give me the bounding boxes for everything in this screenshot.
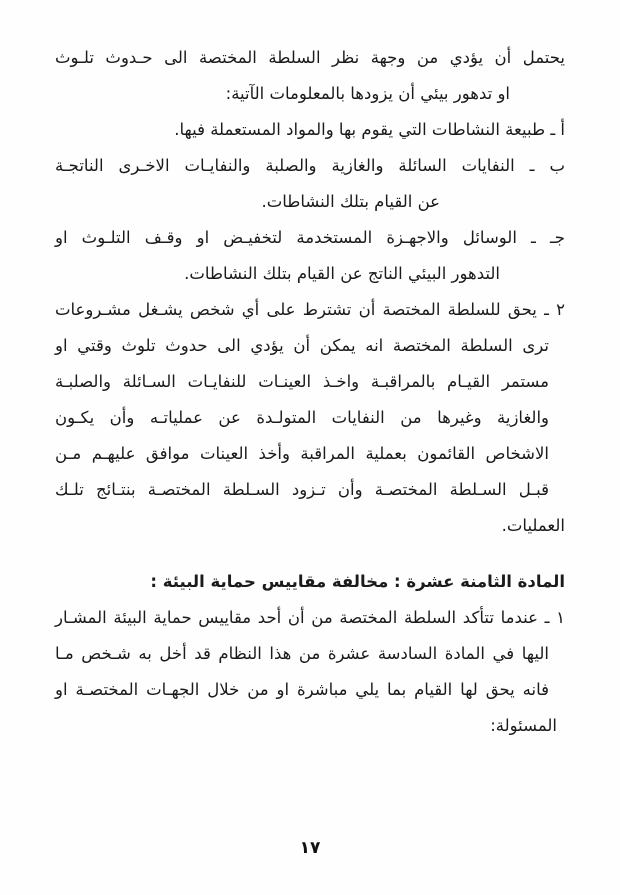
page-number: ١٧ <box>299 838 321 858</box>
text-line: التدهور البيئي الناتج عن القيام بتلك النشاطات. <box>184 264 500 283</box>
text-line: ترى السلطة المختصة انه يمكن أن يؤدي الى حدوث تلوث وقتي او <box>55 336 549 355</box>
text-line: العمليات. <box>501 516 565 535</box>
text-line: والغازية وغيرها من النفايات المتولـدة عن عملياتـه وأن يكـون <box>55 408 549 427</box>
text-line: او تدهور بيئي أن يزودها بالمعلومات الآتية: <box>225 84 510 103</box>
text-line: عن القيام بتلك النشاطات. <box>261 192 440 211</box>
text-line: جـ ـ الوسائل والاجهـزة المستخدمة لتخفيـض او وقـف التلـوث او <box>55 228 565 247</box>
text-line: فانه يحق لها القيام بما يلي مباشرة او من خلال الجهـات المختصـة او <box>55 680 549 699</box>
text-line: الاشخاص القائمون بعملية المراقبة وأخذ العينات موافق عليهـم مـن <box>55 444 549 463</box>
text-line: ٢ ـ يحق للسلطة المختصة أن تشترط على أي شخص يشـغل مشـروعات <box>55 300 565 319</box>
text-line: اليها في المادة السادسة عشرة من هذا النظام قد أخل به شـخص مـا <box>55 644 549 663</box>
text-line: ب ـ النفايات السائلة والغازية والصلبة والنفايـات الاخـرى الناتجـة <box>55 156 565 175</box>
text-line: يحتمل أن يؤدي من وجهة نظر السلطة المختصة الى حـدوث تلـوث <box>55 48 565 67</box>
text-block <box>55 40 565 744</box>
text-line: ١ ـ عندما تتأكد السلطة المختصة من أن أحد مقاييس حماية البيئة المشـار <box>55 608 565 627</box>
text-line: المسئولة: <box>490 716 557 735</box>
section-heading: المادة الثامنة عشرة : مخالفة مقاييس حماية البيئة : <box>150 572 565 591</box>
text-line: أ ـ طبيعة النشاطات التي يقوم بها والمواد المستعملة فيها. <box>174 120 565 139</box>
text-line: مستمر القيـام بالمراقبـة واخـذ العينـات للنفايـات السـائلة والصلبـة <box>55 372 549 391</box>
text-line: قبـل السـلطة المختصـة وأن تـزود السـلطة المختصـة بنتـائج تلـك <box>55 480 549 499</box>
